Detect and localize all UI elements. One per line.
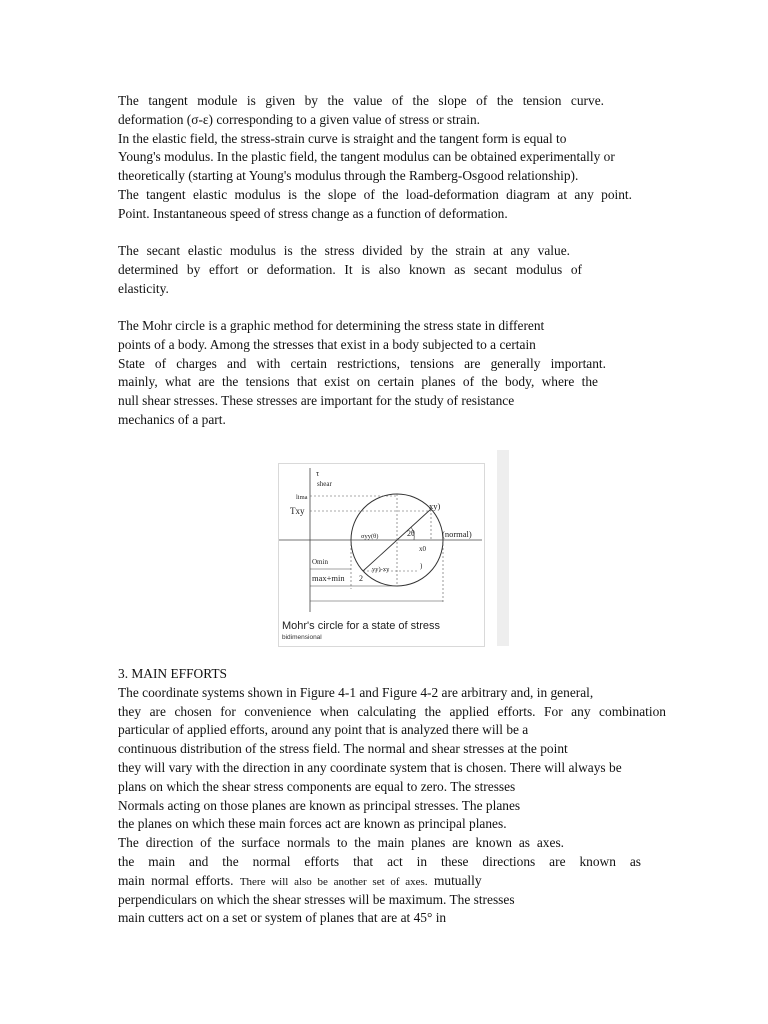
text-line-mixed — [118, 872, 666, 891]
label-txy: Txy — [290, 506, 305, 516]
text-line: The coordinate systems shown in Figure 4-1 and Figure 4-2 are arbitrary and, in general, — [118, 684, 594, 700]
text-line: the planes on which these main forces act are known as principal planes. — [118, 816, 507, 832]
label-paren: ) — [420, 562, 423, 570]
text-line: In the elastic field, the stress-strain curve is straight and the tangent form is equal to — [118, 130, 567, 146]
label-xy: xy) — [429, 501, 441, 511]
label-2theta: 2θ — [407, 529, 415, 538]
label-sigma: σyy(θ) — [361, 533, 379, 540]
text-line: determined by effort or deformation. It is also known as secant modulus of — [118, 261, 582, 277]
label-two: 2 — [359, 574, 363, 583]
text-line: mainly, what are the tensions that exist on certain planes of the body, where the — [118, 374, 598, 390]
figure-caption: Mohr's circle for a state of stress — [282, 620, 440, 632]
label-normal: (normal) — [442, 529, 472, 539]
text-line: Point. Instantaneous speed of stress change as a function of deformation. — [118, 205, 508, 221]
section-main-efforts — [118, 665, 666, 928]
text-line: particular of applied efforts, around any point that is analyzed there will be a — [118, 722, 529, 738]
label-tau: τ — [316, 469, 320, 478]
text-line: they are chosen for convenience when calculating the applied efforts. For any combination — [118, 703, 666, 719]
text-line: elasticity. — [118, 280, 169, 296]
label-omin: Omin — [312, 558, 328, 566]
paragraph-mohr-circle — [118, 317, 606, 430]
label-max-min: max+min — [312, 573, 345, 583]
label-lim: lima — [296, 494, 308, 501]
text-line: State of charges and with certain restrictions, tensions are generally important. — [118, 355, 606, 371]
text-fragment: There will also be another set of axes. — [239, 875, 428, 888]
text-line: The Mohr circle is a graphic method for determining the stress state in different — [118, 318, 545, 333]
section-heading: 3. MAIN EFFORTS — [118, 666, 227, 681]
text-line: null shear stresses. These stresses are important for the study of resistance — [118, 393, 515, 409]
figure-side-bar — [497, 450, 509, 646]
mohr-circle-diagram — [279, 464, 484, 619]
text-line: The tangent module is given by the value of the slope of the tension curve. — [118, 93, 604, 108]
text-line: The tangent elastic modulus is the slope of the load-deformation diagram at any point. — [118, 186, 632, 202]
mohr-circle-figure — [278, 463, 485, 647]
text-line: continuous distribution of the stress field. The normal and shear stresses at the point — [118, 741, 568, 757]
label-x0: x0 — [419, 545, 426, 553]
text-line: deformation (σ-ε) corresponding to a given value of stress or strain. — [118, 111, 481, 127]
text-line: main cutters act on a set or system of planes that are at 45° in — [118, 910, 447, 926]
label-yy-xy: yy)-xy — [372, 566, 390, 573]
paragraph-tangent-modulus — [118, 92, 632, 224]
text-line: points of a body. Among the stresses that exist in a body subjected to a certain — [118, 336, 536, 352]
text-line: the main and the normal efforts that act in these directions are known as — [118, 853, 641, 869]
text-fragment: main normal efforts. — [118, 872, 234, 888]
text-line: The secant elastic modulus is the stress divided by the strain at any value. — [118, 243, 570, 258]
text-line: Normals acting on those planes are known as principal stresses. The planes — [118, 797, 521, 813]
paragraph-secant-modulus — [118, 242, 582, 298]
text-line: perpendiculars on which the shear stresses will be maximum. The stresses — [118, 891, 515, 907]
figure-subcaption: bidimensional — [282, 634, 322, 641]
text-line: theoretically (starting at Young's modulus through the Ramberg-Osgood relationship). — [118, 168, 579, 184]
text-line: plans on which the shear stress components are equal to zero. The stresses — [118, 778, 516, 794]
text-line: they will vary with the direction in any coordinate system that is chosen. There will always be — [118, 759, 622, 775]
text-line: mechanics of a part. — [118, 411, 226, 427]
text-line: Young's modulus. In the plastic field, the tangent modulus can be obtained experimentally or — [118, 149, 615, 165]
text-line: The direction of the surface normals to the main planes are known as axes. — [118, 835, 564, 851]
text-fragment: mutually — [433, 872, 482, 888]
label-shear: shear — [317, 480, 332, 488]
